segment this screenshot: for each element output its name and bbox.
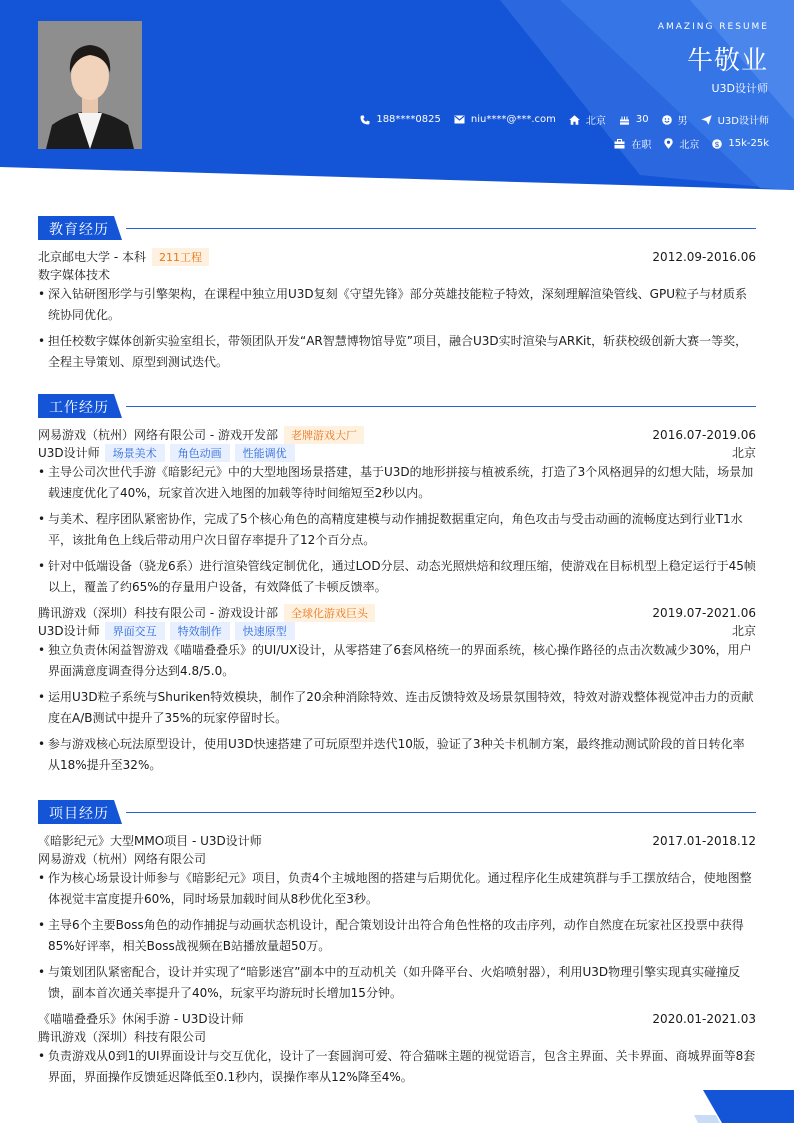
list-item: • 主导6个主要Boss角色的动作捕捉与动画状态机设计，配合策划设计出符合角色性格的攻击序列，动作自然度在玩家社区投票中获得85%好评率，相关Boss战视频在B站播放量超50万。: [38, 915, 756, 957]
project-bullets: [38, 1046, 756, 1088]
skill-tag: 角色动画: [170, 444, 230, 462]
avatar: [38, 21, 142, 149]
work-section: [38, 394, 756, 781]
company-tag: 老牌游戏大厂: [284, 426, 364, 444]
hometown-item: [569, 112, 606, 127]
gender-text: 男: [677, 116, 688, 127]
education-section-title: 教育经历: [49, 222, 109, 238]
location-pin-icon: [664, 138, 673, 149]
employment-status-item: [614, 136, 651, 151]
phone-icon: [360, 115, 370, 125]
phone-item: [360, 114, 441, 125]
project-company-line: [38, 1028, 756, 1045]
job-role: U3D设计师: [38, 446, 100, 460]
skill-tag: 特效制作: [170, 622, 230, 640]
company-name: 网易游戏（杭州）网络有限公司 - 游戏开发部: [38, 428, 278, 442]
phone-text: 188****0825: [376, 114, 441, 125]
project-company-line: [38, 850, 756, 867]
email-text: niu****@***.com: [470, 114, 556, 125]
job-date: 2016.07-2019.06: [652, 427, 756, 442]
major: 数字媒体技术: [38, 268, 111, 282]
job-entry-header: [38, 603, 756, 622]
job-entry-header: [38, 425, 756, 444]
resume-tagline: AMAZING RESUME: [657, 22, 769, 32]
candidate-name: 牛敬业: [686, 46, 768, 76]
company-tag: 全球化游戏巨头: [284, 604, 375, 622]
list-item: • 负责游戏从0到1的UI界面设计与交互优化，设计了一套圆润可爱、符合猫咪主题的视觉语言，包含主界面、关卡界面、商城界面等8套界面，界面操作反馈延迟降低至0.1秒内，误操作率从12%降至4%。: [38, 1046, 756, 1088]
company-name: 腾讯游戏（深圳）科技有限公司 - 游戏设计部: [38, 606, 278, 620]
list-item: • 参与游戏核心玩法原型设计，使用U3D快速搭建了可玩原型并迭代10版，验证了3种关卡机制方案，最终推动测试阶段的首日转化率从18%提升至32%。: [38, 734, 756, 776]
job-date: 2019.07-2021.06: [652, 605, 756, 620]
list-item: • 与美术、程序团队紧密协作，完成了5个核心角色的高精度建模与动作捕捉数据重定向，角色攻击与受击动画的流畅度达到行业T1水平，该批角色上线后带动用户次日留存率提升了12个百分点。: [38, 509, 756, 551]
gender-item: [662, 112, 688, 127]
list-item: • 担任校数字媒体创新实验室组长，带领团队开发“AR智慧博物馆导览”项目，融合U3D实时渲染与ARKit，斩获校级创新大赛一等奖，全程主导策划、原型到测试迭代。: [38, 331, 756, 373]
school-name: 北京邮电大学 - 本科: [38, 250, 146, 264]
job-bullets: [38, 462, 756, 598]
skill-tag: 场景美术: [105, 444, 165, 462]
job-intent-item: [701, 112, 769, 127]
work-section-header: [38, 394, 756, 418]
list-item: • 深入钻研图形学与引擎架构，在课程中独立用U3D复刻《守望先锋》部分英雄技能粒子特效，深刻理解渲染管线、GPU粒子与材质系统协同优化。: [38, 284, 756, 326]
smile-icon: [662, 115, 672, 125]
project-date: 2020.01-2021.03: [652, 1011, 756, 1026]
status-info-row: [601, 136, 769, 151]
projects-section-title: 项目经历: [49, 806, 109, 822]
age-item: [619, 114, 649, 125]
salary-text: 15k-25k: [728, 138, 769, 149]
job-intent-text: U3D设计师: [717, 116, 769, 127]
email-item: [454, 114, 556, 125]
work-section-title: 工作经历: [49, 400, 109, 416]
education-section-header: [38, 216, 756, 240]
contact-info-row: [347, 112, 769, 127]
project-entry-header: [38, 1009, 756, 1028]
list-item: • 针对中低端设备（骁龙6系）进行渲染管线定制优化，通过LOD分层、动态光照烘焙和纹理压缩，使游戏在目标机型上稳定运行于45帧以上，覆盖了约65%的存量用户设备，有效降低了卡顿反馈率。: [38, 556, 756, 598]
section-divider: [126, 406, 756, 407]
job-location: 北京: [731, 446, 756, 460]
hometown-text: 北京: [585, 116, 606, 127]
desired-city-text: 北京: [679, 140, 700, 151]
target-position: U3D设计师: [711, 82, 768, 95]
employment-status-text: 在职: [631, 140, 652, 151]
project-bullets: [38, 868, 756, 1004]
age-text: 30: [635, 114, 649, 125]
job-bullets: [38, 640, 756, 776]
project-company: 网易游戏（杭州）网络有限公司: [38, 852, 207, 866]
list-item: • 与策划团队紧密配合，设计并实现了“暗影迷宫”副本中的互动机关（如升降平台、火焰喷射器），利用U3D物理引擎实现真实碰撞反馈，副本首次通关率提升了40%，玩家平均游玩时长增加15分钟。: [38, 962, 756, 1004]
send-icon: [701, 115, 712, 125]
list-item: • 作为核心场景设计师参与《暗影纪元》项目，负责4个主城地图的搭建与后期优化。通过程序化生成建筑群与手工摆放结合，使地图整体视觉丰富度提升60%，同时场景加载时间从8秒优化至3秒。: [38, 868, 756, 910]
education-entry-header: [38, 247, 756, 266]
job-role-line: [38, 622, 756, 639]
job-role-line: [38, 444, 756, 461]
skill-tag: 性能调优: [235, 444, 295, 462]
education-date: 2012.09-2016.06: [652, 249, 756, 264]
school-tag: 211工程: [152, 248, 209, 266]
cake-icon: [619, 115, 630, 125]
svg-text:$: $: [715, 139, 720, 149]
projects-section-header: [38, 800, 756, 824]
money-icon: [712, 139, 722, 149]
skill-tag: 快速原型: [235, 622, 295, 640]
home-icon: [569, 115, 580, 125]
project-entry-header: [38, 831, 756, 850]
list-item: • 独立负责休闲益智游戏《喵喵叠叠乐》的UI/UX设计，从零搭建了6套风格统一的界面系统，核心操作路径的点击次数减少30%，用户界面满意度调查得分达到4.8/5.0。: [38, 640, 756, 682]
mail-icon: [454, 115, 465, 124]
skill-tag: 界面交互: [105, 622, 165, 640]
list-item: • 主导公司次世代手游《暗影纪元》中的大型地图场景搭建，基于U3D的地形拼接与植被系统，打造了3个风格迥异的幻想大陆，场景加载速度优化了40%，玩家首次进入地图的加载等待时间缩短至2秒以内。: [38, 462, 756, 504]
project-name: 《暗影纪元》大型MMO项目 - U3D设计师: [38, 834, 262, 848]
section-divider: [126, 228, 756, 229]
job-role: U3D设计师: [38, 624, 100, 638]
footer-decoration: [0, 1083, 794, 1123]
projects-section: [38, 800, 756, 1093]
list-item: • 运用U3D粒子系统与Shuriken特效模块，制作了20余种消除特效、连击反馈特效及场景氛围特效，特效对游戏整体视觉冲击力的贡献度在A/B测试中提升了35%的玩家停留时长。: [38, 687, 756, 729]
project-company: 腾讯游戏（深圳）科技有限公司: [38, 1030, 207, 1044]
section-divider: [126, 812, 756, 813]
briefcase-icon: [614, 139, 625, 149]
job-location: 北京: [731, 624, 756, 638]
salary-item: [712, 138, 769, 149]
project-date: 2017.01-2018.12: [652, 833, 756, 848]
desired-city-item: [664, 136, 699, 151]
education-section: [38, 216, 756, 378]
project-name: 《喵喵叠叠乐》休闲手游 - U3D设计师: [38, 1012, 244, 1026]
major-line: [38, 266, 756, 283]
education-bullets: [38, 284, 756, 373]
